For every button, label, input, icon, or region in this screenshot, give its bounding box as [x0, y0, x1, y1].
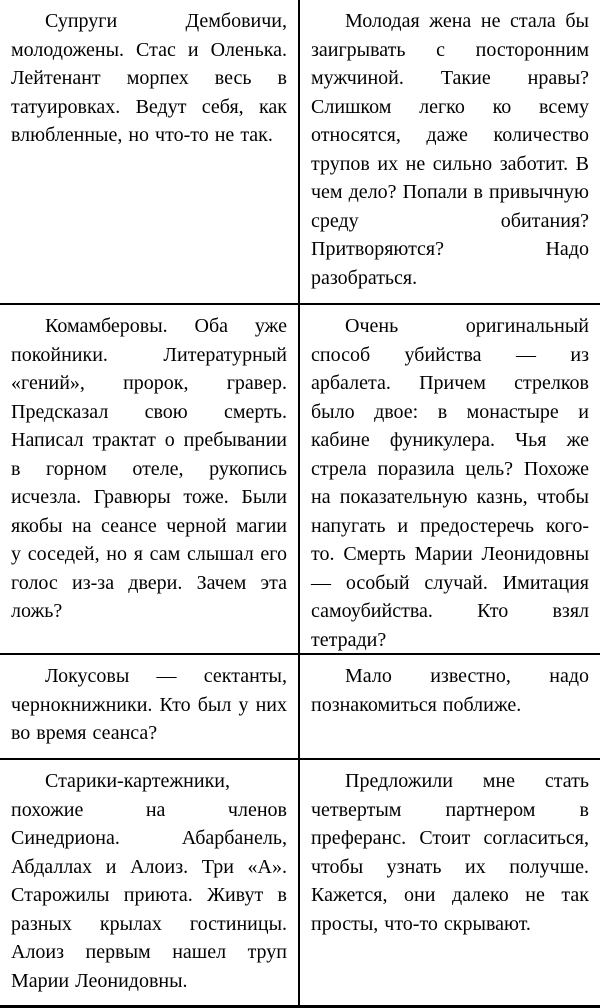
table-cell-row4-right	[300, 760, 600, 1005]
cell-text: Комамберовы. Оба уже покойники. Литературный «гений», пророк, гравер. Предсказал свою смерть. Написал трактат о пребывании в горном отеле, рукопись исчезла. Гравюры тоже. Были якобы на сеансе черной магии у соседей, но я сам слышал его голос из-за двери. Зачем эта ложь?	[11, 315, 287, 622]
table-cell-row2-right	[300, 305, 600, 655]
cell-text: Локусовы — сектанты, чернокнижники. Кто был у них во время сеанса?	[11, 665, 287, 744]
cell-text: Молодая жена не стала бы заигрывать с посторонним мужчиной. Такие нравы? Слишком легко ко всему относятся, даже количество трупов их не сильно заботит. В чем дело? Попали в привычную среду обитания? Притворяются? Надо разобраться.	[311, 10, 589, 289]
table-cell-row3-left	[0, 655, 300, 760]
cell-text: Супруги Дембовичи, молодожены. Стас и Оленька. Лейтенант морпех весь в татуировках. Ведут себя, как влюбленные, но что-то не так.	[11, 10, 287, 146]
cell-text: Предложили мне стать четвертым партнером в преферанс. Стоит согласиться, чтобы узнать их получше. Кажется, они далеко не так просты, что-то скрывают.	[311, 770, 589, 935]
cell-text: Очень оригинальный способ убийства — из арбалета. Причем стрелков было двое: в монастыре и кабине фуникулера. Чья же стрела поразила цель? Похоже на показательную казнь, чтобы напугать и предостеречь кого-то. Смерть Марии Леонидовны — особый случай. Имитация самоубийства. Кто взял тетради?	[311, 315, 589, 651]
cell-text: Мало известно, надо познакомиться поближе.	[311, 665, 589, 716]
table-cell-row1-right	[300, 0, 600, 305]
table-cell-row3-right	[300, 655, 600, 760]
table-cell-row1-left	[0, 0, 300, 305]
table-cell-row4-left	[0, 760, 300, 1005]
table-cell-row2-left	[0, 305, 300, 655]
cell-text: Старики-картежники, похожие на членов Синедриона. Абарбанель, Абдаллах и Алоиз. Три «А». Старожилы приюта. Живут в разных крылах гостиницы. Алоиз первым нашел труп Марии Леонидовны.	[11, 770, 287, 992]
